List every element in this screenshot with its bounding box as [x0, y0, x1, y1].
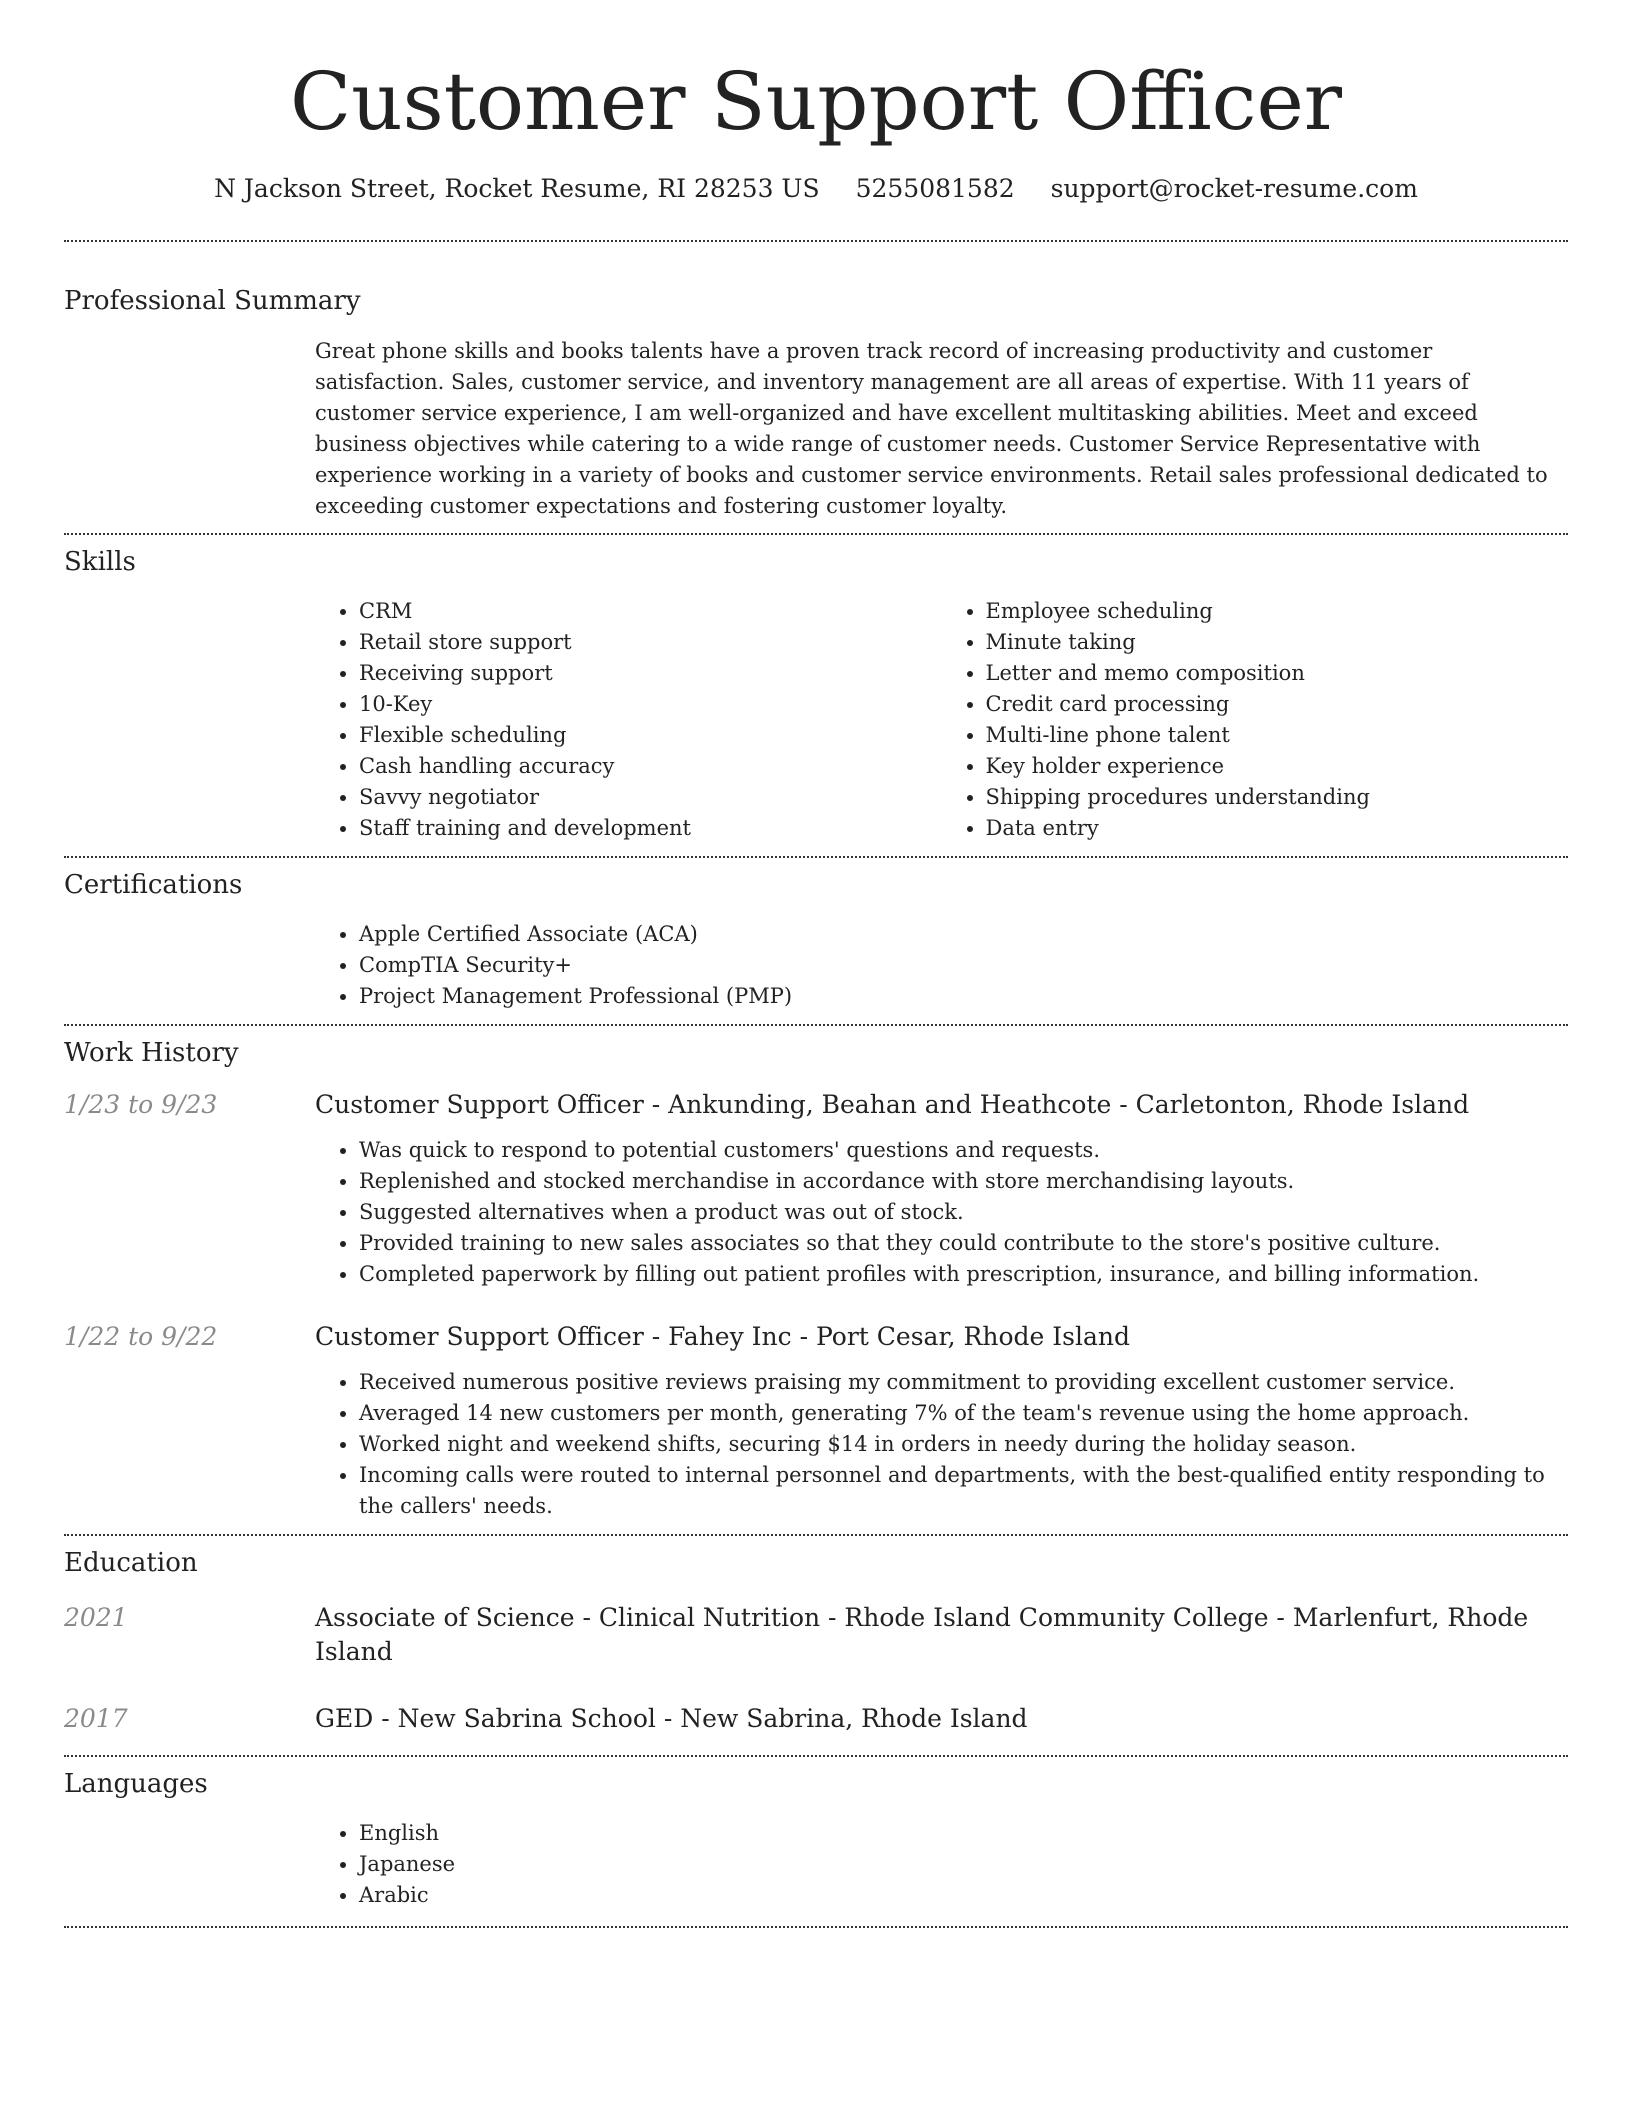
section-title-languages: Languages — [64, 1769, 208, 1799]
divider — [64, 1024, 1568, 1026]
job-bullet: • Suggested alternatives when a product was out of stock. — [359, 1197, 1568, 1228]
job-title-line — [315, 1320, 1130, 1354]
skill-item: • Key holder experience — [986, 751, 1569, 782]
skills-list-left — [315, 596, 942, 844]
resume-page — [64, 0, 1568, 1928]
summary-text: Great phone skills and books talents have a proven track record of increasing productivity and customer satisfaction. Sales, customer service, and inventory management are all areas of expertise. With 11 years of customer service experience, I am well-organized and have excellent multitasking abilities. Meet and exceed business objectives while catering to a wide range of customer needs. Customer Service Representative with experience working in a variety of books and customer service environments. Retail sales professional dedicated to exceeding customer expectations and fostering customer loyalty. — [315, 339, 1548, 518]
address: N Jackson Street, Rocket Resume, RI 28253 US — [214, 174, 820, 203]
education-title-line — [315, 1601, 1568, 1669]
job-entry — [64, 1320, 1568, 1522]
skill-item: • Cash handling accuracy — [359, 751, 942, 782]
certifications-section — [64, 868, 1568, 1012]
skill-item: • Minute taking — [986, 627, 1569, 658]
education-section — [64, 1546, 1568, 1736]
job-employer-location: - Fahey Inc - Port Cesar, Rhode Island — [643, 1322, 1130, 1351]
divider — [64, 1755, 1568, 1757]
candidate-name: Customer Support Officer — [289, 55, 1343, 148]
section-title-education: Education — [64, 1548, 198, 1578]
section-title-certifications: Certifications — [64, 870, 243, 900]
education-title-line — [315, 1702, 1028, 1736]
job-bullet: • Incoming calls were routed to internal personnel and departments, with the best-qualified entity responding to the callers' needs. — [359, 1460, 1568, 1522]
skill-item: • Employee scheduling — [986, 596, 1569, 627]
job-bullets — [315, 1367, 1568, 1522]
job-role: Customer Support Officer — [315, 1322, 644, 1351]
skills-grid — [315, 596, 1568, 844]
language-item: • English — [359, 1818, 1568, 1849]
language-item: • Arabic — [359, 1880, 1568, 1911]
job-employer-location: - Ankunding, Beahan and Heathcote - Carletonton, Rhode Island — [643, 1090, 1470, 1119]
job-bullet: • Worked night and weekend shifts, securing $14 in orders in needy during the holiday season. — [359, 1429, 1568, 1460]
job-dates: 1/23 to 9/23 — [64, 1090, 218, 1119]
education-degree: Associate of Science - Clinical Nutrition — [315, 1603, 821, 1632]
certifications-content — [315, 919, 1568, 1012]
skill-item: • Savvy negotiator — [359, 782, 942, 813]
job-bullet: • Replenished and stocked merchandise in accordance with store merchandising layouts. — [359, 1166, 1568, 1197]
skills-list-right — [942, 596, 1569, 844]
section-title-summary: Professional Summary — [64, 286, 361, 316]
job-bullet: • Completed paperwork by filling out patient profiles with prescription, insurance, and billing information. — [359, 1259, 1568, 1290]
certification-item: • CompTIA Security+ — [359, 950, 1568, 981]
email: support@rocket-resume.com — [1050, 174, 1418, 203]
resume-header — [64, 0, 1568, 206]
education-school-location: - Rhode Island Community College - Marlenfurt, Rhode Island — [315, 1603, 1529, 1666]
certification-item: • Apple Certified Associate (ACA) — [359, 919, 1568, 950]
job-header — [64, 1320, 1568, 1354]
skill-item: • Staff training and development — [359, 813, 942, 844]
job-header — [64, 1088, 1568, 1122]
skill-item: • Multi-line phone talent — [986, 720, 1569, 751]
job-role: Customer Support Officer — [315, 1090, 644, 1119]
skill-item: • 10-Key — [359, 689, 942, 720]
skill-item: • Letter and memo composition — [986, 658, 1569, 689]
divider — [64, 1534, 1568, 1536]
certifications-list — [315, 919, 1568, 1012]
education-year: 2017 — [64, 1704, 128, 1733]
education-degree: GED — [315, 1704, 374, 1733]
work-history-section — [64, 1036, 1568, 1522]
job-dates: 1/22 to 9/22 — [64, 1322, 218, 1351]
languages-content — [315, 1818, 1568, 1911]
language-item: • Japanese — [359, 1849, 1568, 1880]
divider — [64, 240, 1568, 242]
job-bullet: • Provided training to new sales associates so that they could contribute to the store's positive culture. — [359, 1228, 1568, 1259]
skills-section — [64, 545, 1568, 844]
skill-item: • Shipping procedures understanding — [986, 782, 1569, 813]
section-title-skills: Skills — [64, 547, 136, 577]
job-bullets — [315, 1135, 1568, 1290]
skill-item: • Retail store support — [359, 627, 942, 658]
education-school-location: - New Sabrina School - New Sabrina, Rhode Island — [373, 1704, 1028, 1733]
divider — [64, 856, 1568, 858]
phone: 5255081582 — [855, 174, 1015, 203]
education-entry — [64, 1601, 1568, 1669]
education-entry — [64, 1702, 1568, 1736]
contact-line — [64, 172, 1568, 206]
languages-section — [64, 1767, 1568, 1911]
job-title-line — [315, 1088, 1469, 1122]
job-bullet-list — [315, 1135, 1568, 1290]
job-bullet-list — [315, 1367, 1568, 1522]
divider — [64, 1926, 1568, 1928]
education-year: 2021 — [64, 1603, 128, 1632]
skill-item: • Credit card processing — [986, 689, 1569, 720]
job-bullet: • Received numerous positive reviews praising my commitment to providing excellent customer service. — [359, 1367, 1568, 1398]
divider — [64, 533, 1568, 535]
languages-list — [315, 1818, 1568, 1911]
skill-item: • Data entry — [986, 813, 1569, 844]
job-bullet: • Was quick to respond to potential customers' questions and requests. — [359, 1135, 1568, 1166]
certification-item: • Project Management Professional (PMP) — [359, 981, 1568, 1012]
section-title-work-history: Work History — [64, 1038, 239, 1068]
job-bullet: • Averaged 14 new customers per month, generating 7% of the team's revenue using the home approach. — [359, 1398, 1568, 1429]
summary-section — [64, 284, 1568, 522]
skill-item: • Flexible scheduling — [359, 720, 942, 751]
skill-item: • CRM — [359, 596, 942, 627]
skill-item: • Receiving support — [359, 658, 942, 689]
job-entry — [64, 1088, 1568, 1290]
